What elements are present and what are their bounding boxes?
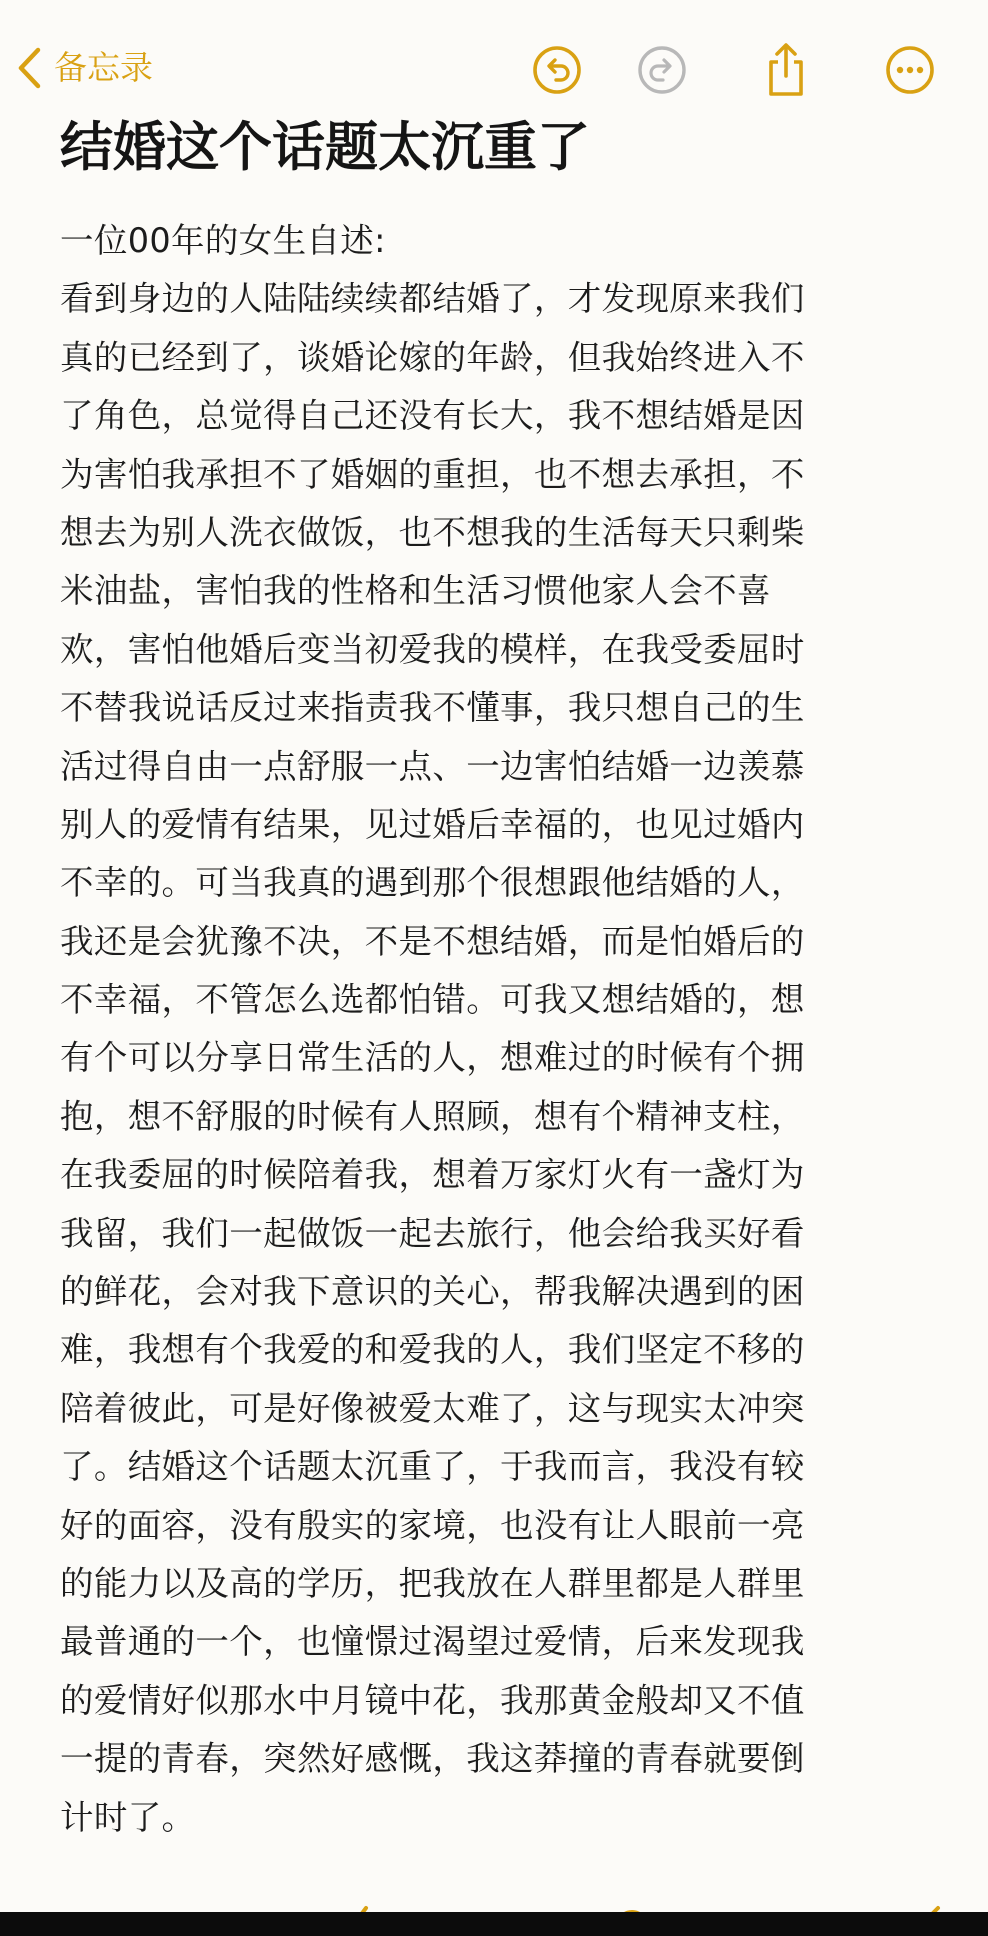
note-line: 看到身边的人陆陆续续都结婚了，才发现原来我们 <box>60 279 805 319</box>
note-line: 不幸的。可当我真的遇到那个很想跟他结婚的人， <box>60 863 805 903</box>
note-line: 一提的青春，突然好感慨，我这莽撞的青春就要倒 <box>60 1739 805 1779</box>
home-indicator-area <box>0 1912 988 1936</box>
navigation-bar <box>0 0 988 125</box>
redo-button[interactable] <box>634 42 690 98</box>
note-line: 我留，我们一起做饭一起去旅行，他会给我买好看 <box>60 1213 805 1253</box>
more-button[interactable] <box>882 42 938 98</box>
note-line: 了角色，总觉得自己还没有长大，我不想结婚是因 <box>60 396 805 436</box>
more-icon <box>885 45 935 95</box>
note-line: 真的已经到了，谈婚论嫁的年龄，但我始终进入不 <box>60 337 805 377</box>
note-line: 了。结婚这个话题太沉重了，于我而言，我没有较 <box>60 1447 805 1487</box>
share-button[interactable] <box>758 42 814 98</box>
note-title[interactable]: 结婚这个话题太沉重了 <box>60 117 590 178</box>
note-line: 不替我说话反过来指责我不懂事，我只想自己的生 <box>60 688 805 728</box>
back-label: 备忘录 <box>54 48 153 87</box>
note-line: 计时了。 <box>60 1797 196 1837</box>
note-line: 陪着彼此，可是好像被爱太难了，这与现实太冲突 <box>60 1388 805 1428</box>
note-line: 我还是会犹豫不决，不是不想结婚，而是怕婚后的 <box>60 921 805 961</box>
note-line: 想去为别人洗衣做饭，也不想我的生活每天只剩柴 <box>60 512 805 552</box>
note-line: 一位00年的女生自述: <box>60 221 386 260</box>
note-line: 不幸福，不管怎么选都怕错。可我又想结婚的，想 <box>60 980 805 1020</box>
share-icon <box>761 42 811 98</box>
note-line: 活过得自由一点舒服一点、一边害怕结婚一边羡慕 <box>60 746 805 786</box>
undo-button[interactable] <box>529 42 585 98</box>
note-line: 欢，害怕他婚后变当初爱我的模样，在我受委屈时 <box>60 629 805 669</box>
note-line: 别人的爱情有结果，见过婚后幸福的，也见过婚内 <box>60 804 805 844</box>
redo-icon <box>637 45 687 95</box>
note-line: 最普通的一个，也憧憬过渴望过爱情，后来发现我 <box>60 1622 805 1662</box>
note-line: 抱，想不舒服的时候有人照顾，想有个精神支柱， <box>60 1096 805 1136</box>
note-line: 的爱情好似那水中月镜中花，我那黄金般却又不值 <box>60 1680 805 1720</box>
note-line: 在我委屈的时候陪着我，想着万家灯火有一盏灯为 <box>60 1155 805 1195</box>
note-line: 为害怕我承担不了婚姻的重担，也不想去承担，不 <box>60 454 805 494</box>
note-line: 米油盐，害怕我的性格和生活习惯他家人会不喜 <box>60 571 771 611</box>
note-line: 的鲜花，会对我下意识的关心，帮我解决遇到的困 <box>60 1272 805 1312</box>
undo-icon <box>532 45 582 95</box>
note-line: 好的面容，没有殷实的家境，也没有让人眼前一亮 <box>60 1505 805 1545</box>
note-line: 的能力以及高的学历，把我放在人群里都是人群里 <box>60 1563 805 1603</box>
back-button[interactable] <box>16 40 153 96</box>
note-line: 有个可以分享日常生活的人，想难过的时候有个拥 <box>60 1038 805 1078</box>
note-body[interactable] <box>60 212 922 1847</box>
chevron-left-icon <box>16 46 42 90</box>
note-line: 难，我想有个我爱的和爱我的人，我们坚定不移的 <box>60 1330 805 1370</box>
